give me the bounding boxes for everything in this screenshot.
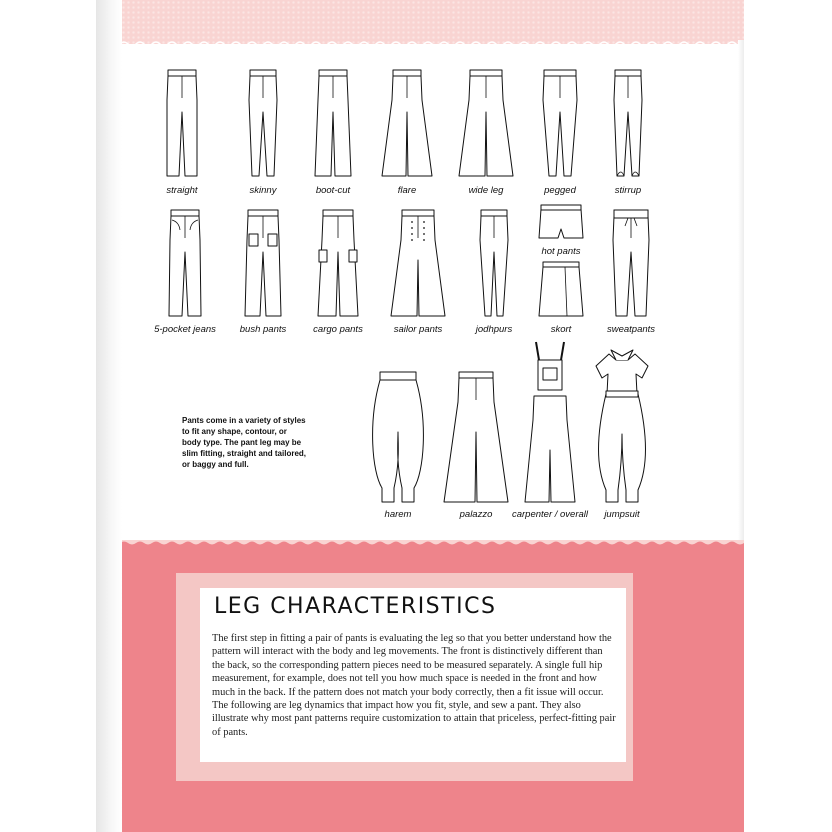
pants-label-overall: carpenter / overall (511, 509, 589, 520)
pants-illustration-overall (525, 342, 575, 502)
pants-illustration-five_pocket (169, 210, 201, 316)
pants-illustration-stirrup (614, 70, 642, 176)
pants-label-bush: bush pants (239, 324, 287, 335)
bottom-scallop-border (96, 540, 744, 546)
pants-illustration-wide_leg (459, 70, 513, 176)
pants-label-sweatpants: sweatpants (606, 324, 656, 335)
pants-label-skinny: skinny (249, 185, 277, 196)
pants-label-cargo: cargo pants (313, 324, 363, 335)
pants-label-stirrup: stirrup (614, 185, 642, 196)
pants-illustration-sweatpants (613, 210, 649, 316)
pants-label-sailor: sailor pants (393, 324, 443, 335)
pants-label-boot_cut: boot-cut (315, 185, 351, 196)
pants-illustration-sailor (391, 210, 445, 316)
pants-label-palazzo: palazzo (459, 509, 493, 520)
section-heading: LEG CHARACTERISTICS (214, 594, 497, 619)
pants-illustration-jumpsuit (596, 350, 648, 502)
pants-label-jumpsuit: jumpsuit (604, 509, 640, 520)
book-spine-shadow (96, 0, 122, 832)
pants-illustration-boot_cut (315, 70, 351, 176)
section-body: The first step in fitting a pair of pants is evaluating the leg so that you better understand how the pattern will interact with the body and leg movements. The front is distinctively different than the back, so the corresponding pattern pieces need to be measured separately. A single full hip measurement, for example, does not tell you how much space is needed in the front and how much in the back. If the pattern does not match your body correctly, then a fit issue will occur. The following are leg dynamics that impact how you fit, style, and sew a pant. They also illustrate why most pant patterns require customization to attain that priceless, perfect-fitting pair of pants. (212, 633, 616, 738)
pants-illustration-skort (539, 262, 583, 316)
pants-label-wide_leg: wide leg (468, 185, 504, 196)
pants-label-skort: skort (550, 324, 572, 335)
pants-label-straight: straight (166, 185, 198, 196)
pants-illustration-pegged (543, 70, 577, 176)
pants-illustration-bush (245, 210, 281, 316)
pants-label-harem: harem (384, 509, 412, 520)
pants-illustration-cargo (318, 210, 358, 316)
pants-label-flare: flare (397, 185, 417, 196)
pants-illustration-flare (382, 70, 432, 176)
page-edge (738, 40, 744, 540)
pants-illustration-palazzo (444, 372, 508, 502)
pants-illustration-jodhpurs (480, 210, 508, 316)
book-page (96, 0, 744, 832)
pants-label-jodhpurs: jodhpurs (475, 324, 513, 335)
pants-illustration-harem (373, 372, 424, 502)
pants-label-pegged: pegged (544, 185, 576, 196)
side-note: Pants come in a variety of styles to fit any shape, contour, or body type. The pant leg may be slim fitting, straight and tailored, or baggy and full. (182, 416, 307, 469)
pants-illustration-skinny (249, 70, 277, 176)
pants-label-five_pocket: 5-pocket jeans (154, 324, 216, 335)
pants-illustration-straight (167, 70, 197, 176)
leg-characteristics-box (200, 588, 626, 762)
pants-illustration-hot_pants (539, 205, 583, 238)
pants-label-hot_pants: hot pants (541, 246, 581, 257)
